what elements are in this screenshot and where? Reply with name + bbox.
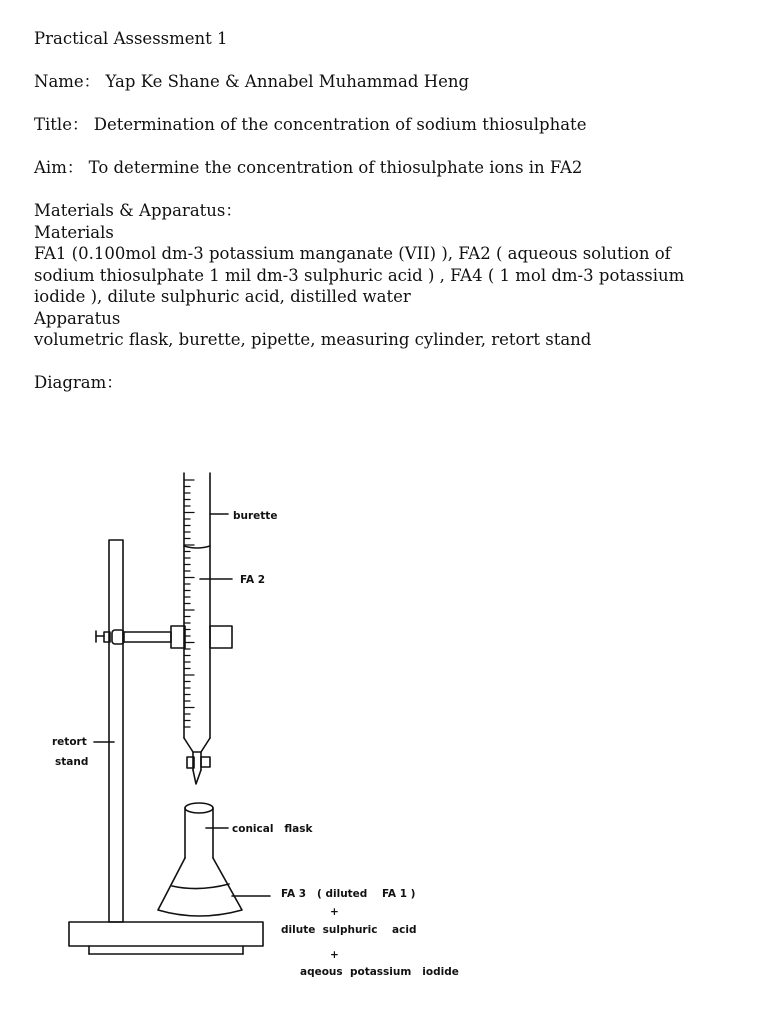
label-dilute-sulphuric-acid: dilute sulphuric acid bbox=[281, 924, 417, 936]
label-aqueous-potassium-iodide: aqeous potassium iodide bbox=[300, 966, 459, 978]
label-stand: stand bbox=[55, 756, 89, 768]
burette-clamp bbox=[96, 626, 232, 648]
name-label: Name： bbox=[34, 72, 101, 91]
aim-value: To determine the concentration of thiosulphate ions in FA2 bbox=[88, 158, 583, 177]
name-line bbox=[34, 71, 714, 93]
retort-stand-base bbox=[69, 922, 263, 946]
label-plus-2: + bbox=[330, 949, 339, 961]
conical-flask bbox=[158, 803, 242, 916]
materials-text: FA1 (0.100mol dm-3 potassium manganate (VII) ), FA2 ( aqueous solution of sodium thiosulphate 1 mil dm-3 sulphuric acid ) , FA4 ( 1 mol dm-3 potassium iodide ), dilute sulphuric acid, distilled water bbox=[34, 244, 690, 306]
titration-diagram bbox=[0, 440, 768, 1024]
label-burette: burette bbox=[233, 510, 278, 522]
diagram-heading: Diagram： bbox=[34, 373, 123, 392]
aim-label: Aim： bbox=[34, 158, 84, 177]
title-value: Determination of the concentration of sodium thiosulphate bbox=[93, 115, 587, 134]
label-plus-1: + bbox=[330, 906, 339, 918]
materials-apparatus-heading: Materials & Apparatus： bbox=[34, 201, 242, 220]
apparatus-text: volumetric flask, burette, pipette, measuring cylinder, retort stand bbox=[34, 330, 592, 349]
apparatus-heading: Apparatus bbox=[34, 308, 121, 328]
document-body bbox=[34, 28, 714, 394]
label-fa3: FA 3 ( diluted FA 1 ) bbox=[281, 888, 416, 900]
flask-solution-surface bbox=[172, 884, 229, 889]
burette bbox=[184, 473, 210, 784]
title-label: Title： bbox=[34, 115, 89, 134]
retort-stand-rod bbox=[109, 540, 123, 922]
name-value: Yap Ke Shane & Annabel Muhammad Heng bbox=[105, 72, 470, 91]
label-conical-flask: conical flask bbox=[232, 823, 313, 835]
page-heading: Practical Assessment 1 bbox=[34, 29, 228, 48]
burette-graduations bbox=[184, 480, 194, 727]
title-line bbox=[34, 114, 714, 136]
label-fa2: FA 2 bbox=[240, 574, 266, 586]
materials-heading: Materials bbox=[34, 222, 114, 242]
aim-line bbox=[34, 157, 714, 179]
label-retort: retort bbox=[52, 736, 87, 748]
